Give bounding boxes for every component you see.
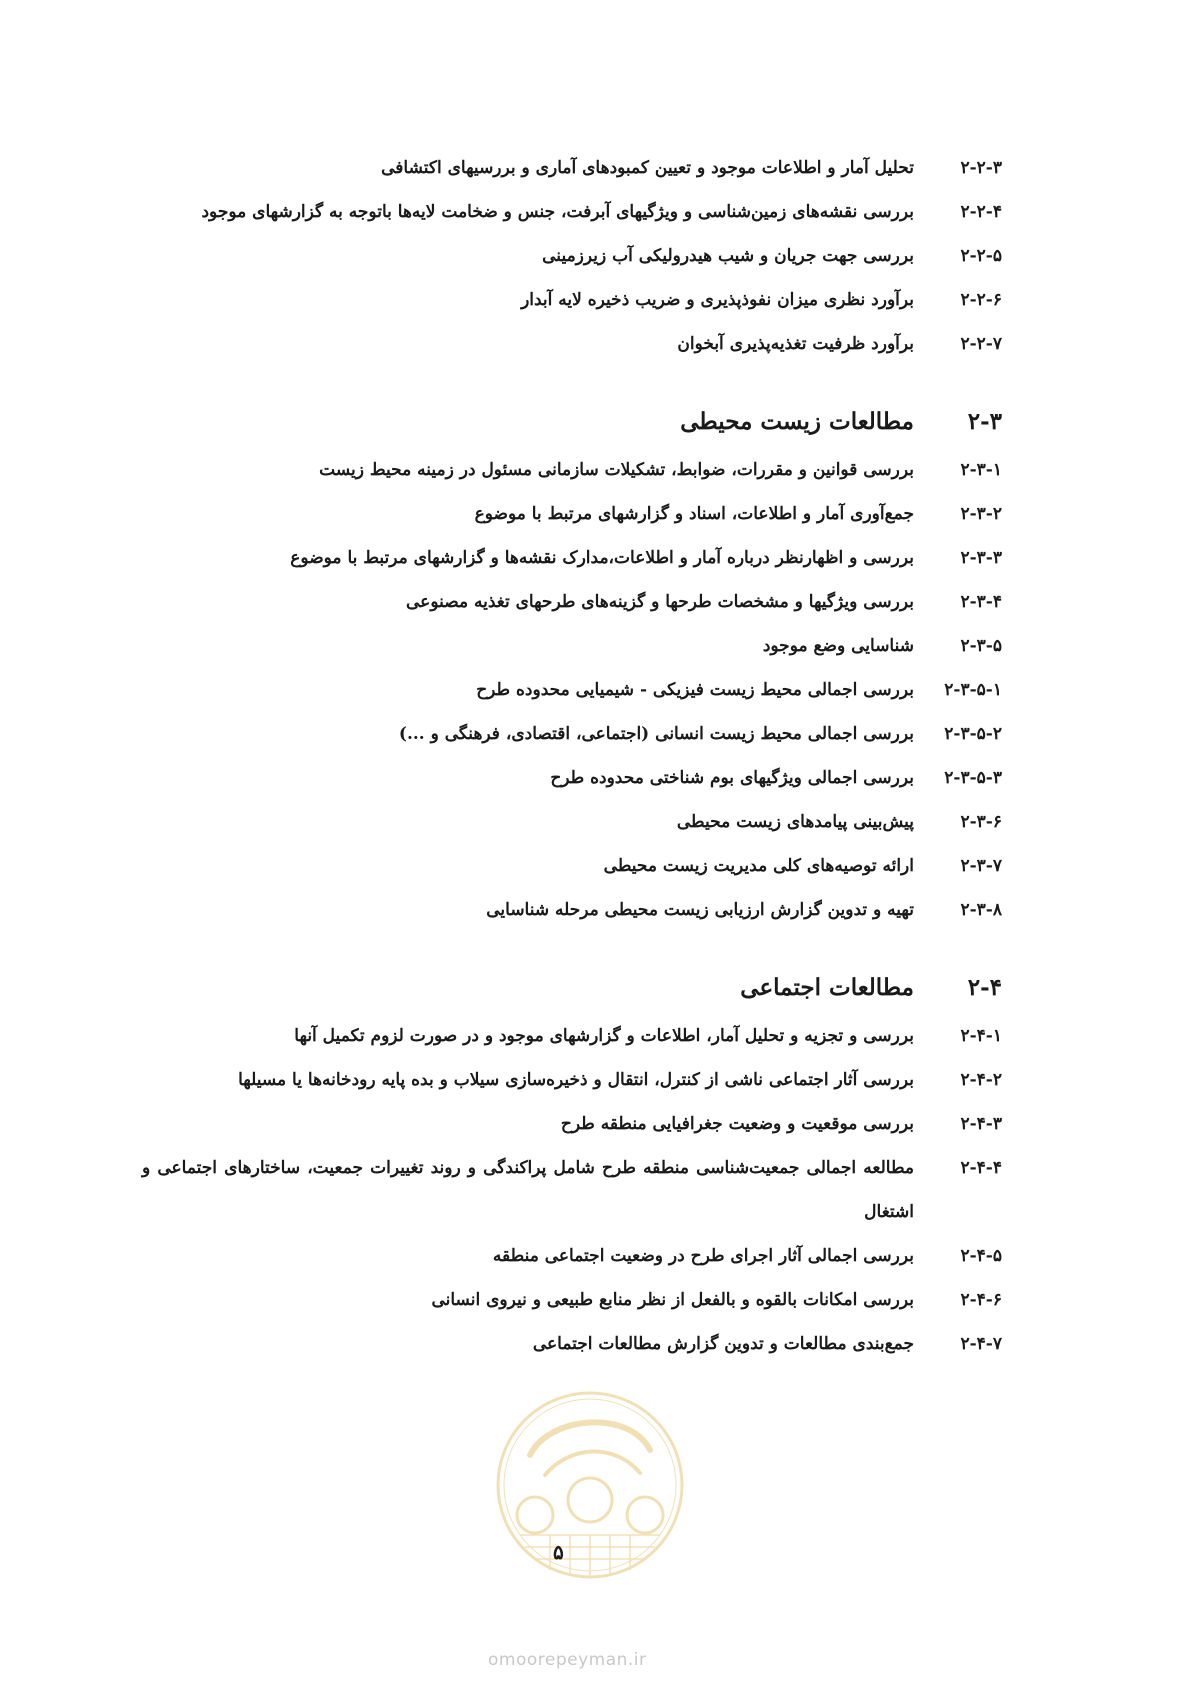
list-item [142, 278, 1002, 322]
item-number: ۲-۲-۷ [960, 334, 1002, 354]
list-item [142, 844, 1002, 888]
list-item [142, 1234, 1002, 1278]
item-text: تحلیل آمار و اطلاعات موجود و تعیین کمبودهای آماری و بررسیهای اکتشافی [381, 158, 914, 178]
list-item [142, 1058, 1002, 1102]
watermark-site-url: omoorepeyman.ir [488, 1650, 647, 1670]
item-number: ۲-۳-۲ [960, 504, 1002, 524]
item-number: ۲-۳-۵ [960, 636, 1002, 656]
item-number: ۲-۳-۵-۲ [944, 724, 1002, 744]
item-text: بررسی نقشه‌های زمین‌شناسی و ویژگیهای آبرفت، جنس و ضخامت لایه‌ها باتوجه به گزارشهای موجود [201, 202, 914, 222]
item-number: ۲-۲-۳ [960, 158, 1002, 178]
item-text: شناسایی وضع موجود [762, 636, 914, 656]
item-number: ۲-۳-۴ [960, 592, 1002, 612]
item-number: ۲-۴-۵ [960, 1246, 1002, 1266]
section-heading [142, 968, 1002, 1008]
item-number: ۲-۴-۲ [960, 1070, 1002, 1090]
item-number: ۲-۴-۷ [960, 1334, 1002, 1354]
list-item [142, 234, 1002, 278]
list-item [142, 668, 1002, 712]
item-text: مطالعه اجمالی جمعیت‌شناسی منطقه طرح شامل پراکندگی و روند تغییرات جمعیت، ساختارهای اجتماعی و اشتغال [142, 1158, 914, 1222]
item-number: ۲-۲-۶ [960, 290, 1002, 310]
section-title: مطالعات اجتماعی [740, 974, 914, 1001]
item-text: بررسی و اظهارنظر درباره آمار و اطلاعات،مدارک نقشه‌ها و گزارشهای مرتبط با موضوع [290, 548, 914, 568]
item-number: ۲-۴-۳ [960, 1114, 1002, 1134]
item-text: پیش‌بینی پیامدهای زیست محیطی [676, 812, 914, 832]
list-item [142, 888, 1002, 932]
item-number: ۲-۴-۴ [960, 1158, 1002, 1178]
item-number: ۲-۳-۱ [960, 460, 1002, 480]
item-text: جمع‌آوری آمار و اطلاعات، اسناد و گزارشهای مرتبط با موضوع [474, 504, 914, 524]
item-text: بررسی اجمالی محیط زیست فیزیکی - شیمیایی محدوده طرح [476, 680, 914, 700]
item-text: بررسی امکانات بالقوه و بالفعل از نظر منابع طبیعی و نیروی انسانی [431, 1290, 914, 1310]
list-item [142, 146, 1002, 190]
list-item [142, 624, 1002, 668]
item-text: بررسی اجمالی آثار اجرای طرح در وضعیت اجتماعی منطقه [492, 1246, 914, 1266]
list-item [142, 1322, 1002, 1366]
item-number: ۲-۲-۵ [960, 246, 1002, 266]
item-text: برآورد نظری میزان نفوذپذیری و ضریب ذخیره لایه آبدار [521, 290, 914, 310]
item-text: بررسی قوانین و مقررات، ضوابط، تشکیلات سازمانی مسئول در زمینه محیط زیست [319, 460, 914, 480]
list-item [142, 1278, 1002, 1322]
list-item [142, 536, 1002, 580]
list-item [142, 712, 1002, 756]
item-number: ۲-۴-۶ [960, 1290, 1002, 1310]
item-text: بررسی موقعیت و وضعیت جغرافیایی منطقه طرح [560, 1114, 914, 1134]
list-item [142, 756, 1002, 800]
list-item [142, 1102, 1002, 1146]
item-number: ۲-۳-۷ [960, 856, 1002, 876]
item-text: بررسی آثار اجتماعی ناشی از کنترل، انتقال و ذخیره‌سازی سیلاب و بده پایه رودخانه‌ها یا مسیلها [238, 1070, 914, 1090]
item-number: ۲-۳-۵-۱ [944, 680, 1002, 700]
section-number: ۲-۳ [967, 408, 1002, 435]
list-item [142, 190, 1002, 234]
toc-content [142, 146, 1002, 1366]
item-text: بررسی ویژگیها و مشخصات طرحها و گزینه‌های طرحهای تغذیه مصنوعی [406, 592, 914, 612]
list-item [142, 492, 1002, 536]
watermark-logo [490, 1385, 690, 1585]
item-number: ۲-۳-۵-۳ [944, 768, 1002, 788]
item-text: بررسی اجمالی ویژگیهای بوم شناختی محدوده طرح [550, 768, 914, 788]
item-text: جمع‌بندی مطالعات و تدوین گزارش مطالعات اجتماعی [532, 1334, 914, 1354]
section-number: ۲-۴ [967, 974, 1002, 1001]
section-heading [142, 402, 1002, 442]
page-number: ۵ [553, 1540, 564, 1564]
list-item [142, 800, 1002, 844]
list-item [142, 448, 1002, 492]
item-text: برآورد ظرفیت تغذیه‌پذیری آبخوان [677, 334, 914, 354]
item-text: بررسی اجمالی محیط زیست انسانی (اجتماعی، اقتصادی، فرهنگی و ...) [398, 724, 914, 744]
item-number: ۲-۳-۸ [960, 900, 1002, 920]
item-number: ۲-۴-۱ [960, 1026, 1002, 1046]
list-item [142, 580, 1002, 624]
item-text: بررسی جهت جریان و شیب هیدرولیکی آب زیرزمینی [542, 246, 914, 266]
item-number: ۲-۳-۶ [960, 812, 1002, 832]
list-item [142, 1014, 1002, 1058]
item-number: ۲-۳-۳ [960, 548, 1002, 568]
list-item [142, 322, 1002, 366]
item-number: ۲-۲-۴ [960, 202, 1002, 222]
section-title: مطالعات زیست محیطی [680, 408, 914, 435]
item-text: ارائه توصیه‌های کلی مدیریت زیست محیطی [603, 856, 914, 876]
item-text: بررسی و تجزیه و تحلیل آمار، اطلاعات و گزارشهای موجود و در صورت لزوم تکمیل آنها [294, 1026, 914, 1046]
list-item [142, 1146, 1002, 1234]
item-text: تهیه و تدوین گزارش ارزیابی زیست محیطی مرحله شناسایی [486, 900, 914, 920]
